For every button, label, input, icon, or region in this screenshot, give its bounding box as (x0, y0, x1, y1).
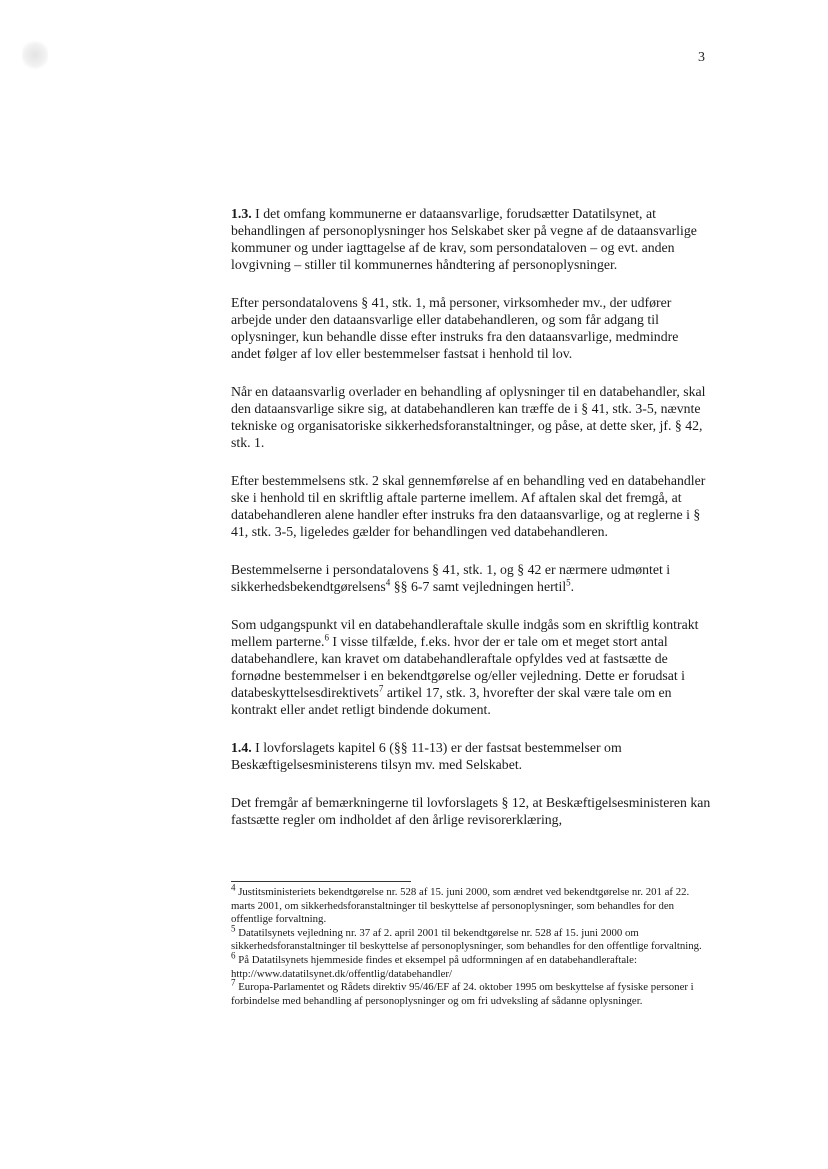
footnote-text: Justitsministeriets bekendtgørelse nr. 528 af 15. juni 2000, som ændret ved bekendtgørelse nr. 201 af 22. marts 2001, om sikkerhedsforanstaltninger til beskyttelse af personoplysninger, som behandles for den offentlige forvaltning. (231, 886, 690, 926)
footnote-ref-5: 5 (566, 577, 571, 588)
paragraph-text: artikel 17, stk. 3, hvorefter der skal være tale om en kontrakt eller andet retligt bindende dokument. (231, 685, 672, 717)
paragraph-1-3 (231, 205, 711, 273)
section-number: 1.3. (231, 206, 252, 221)
footnote-ref-6: 6 (324, 632, 329, 643)
footnotes (231, 882, 711, 1008)
body-text (231, 205, 711, 849)
paragraph-text: Efter persondatalovens § 41, stk. 1, må personer, virksomheder mv., der udfører arbejde under den dataansvarlige eller databehandleren, og som får adgang til oplysninger, kun behandle disse efter instruks fra den dataansvarlige, medmindre andet følger af lov eller bestemmelser fastsat i henhold til lov. (231, 295, 679, 361)
page-number: 3 (698, 50, 705, 65)
footnote-5 (231, 923, 711, 954)
footnote-mark: 7 (231, 977, 236, 988)
paragraph-8 (231, 794, 711, 828)
paragraph-text: Efter bestemmelsens stk. 2 skal gennemførelse af en behandling ved en databehandler ske i henhold til en skriftlig aftale parterne imellem. Af aftalen skal det fremgå, at databehandleren alene handler efter instruks fra den dataansvarlige, og at reglerne i § 41, stk. 3-5, ligeledes gælder for behandlingen ved databehandleren. (231, 473, 706, 539)
footnote-4 (231, 882, 711, 927)
paragraph-3 (231, 383, 711, 451)
paragraph-text: Bestemmelserne i persondatalovens § 41, stk. 1, og § 42 er nærmere udmøntet i sikkerhedsbekendtgørelsens (231, 562, 671, 594)
footnote-ref-7: 7 (378, 683, 384, 694)
paragraph-text: §§ 6-7 samt vejledningen hertil (390, 579, 567, 594)
footnote-mark: 5 (231, 923, 236, 934)
paragraph-5 (231, 561, 711, 595)
footnote-text: På Datatilsynets hjemmeside findes et eksempel på udformningen af en databehandleraftale: http://www.datatilsynet.dk/offentlig/databehandler/ (231, 953, 637, 980)
paragraph-text: I lovforslagets kapitel 6 (§§ 11-13) er der fastsat bestemmelser om Beskæftigelsesministerens tilsyn mv. med Selskabet. (231, 740, 622, 772)
footnote-text: Europa-Parlamentet og Rådets direktiv 95/46/EF af 24. oktober 1995 om beskyttelse af fysiske personer i forbindelse med behandling af personoplysninger og om fri udveksling af sådanne oplysninger. (231, 981, 694, 1007)
paragraph-1-4 (231, 739, 711, 773)
paragraph-2 (231, 294, 711, 362)
paragraph-text: Det fremgår af bemærkningerne til lovforslagets § 12, at Beskæftigelsesministeren kan fastsætte regler om indholdet af den årlige revisorerklæring, (231, 795, 711, 827)
footnote-mark: 4 (231, 882, 236, 893)
footnote-divider (231, 881, 411, 882)
paragraph-text: I visse tilfælde, f.eks. hvor der er tale om et meget stort antal databehandlere, kan kravet om databehandleraftale opfyldes ved at fastsætte de fornødne bestemmelser i en bekendtgørelse og/eller vejledning. Dette er forudsat i databeskyttelsesdirektivets (231, 634, 685, 700)
paragraph-6 (231, 616, 711, 718)
paragraph-text: I det omfang kommunerne er dataansvarlige, forudsætter Datatilsynet, at behandlingen af personoplysninger hos Selskabet sker på vegne af de dataansvarlige kommuner og under iagttagelse af de krav, som persondataloven – og evt. anden lovgivning – stiller til kommunernes håndtering af personoplysninger. (231, 206, 697, 272)
footnote-6 (231, 950, 711, 981)
paragraph-4 (231, 472, 711, 540)
footnote-mark: 6 (231, 950, 236, 961)
paragraph-text: . (570, 579, 575, 594)
paragraph-text: Når en dataansvarlig overlader en behandling af oplysninger til en databehandler, skal den dataansvarlige sikre sig, at databehandleren kan træffe de i § 41, stk. 3-5, nævnte tekniske og organisatoriske sikkerhedsforanstaltninger, og påse, at dette sker, jf. § 42, stk. 1. (231, 384, 706, 450)
section-number: 1.4. (231, 740, 252, 755)
paragraph-text: Som udgangspunkt vil en databehandleraftale skulle indgås som en skriftlig kontrakt mellem parterne. (231, 617, 699, 649)
footnote-text: Datatilsynets vejledning nr. 37 af 2. april 2001 til bekendtgørelse nr. 528 af 15. juni 2000 om sikkerhedsforanstaltninger til beskyttelse af personoplysninger, som behandles for den offentlige forvaltning. (231, 926, 702, 953)
footnote-7 (231, 977, 711, 1008)
footnote-ref-4: 4 (385, 577, 391, 588)
scan-speck (22, 40, 48, 70)
